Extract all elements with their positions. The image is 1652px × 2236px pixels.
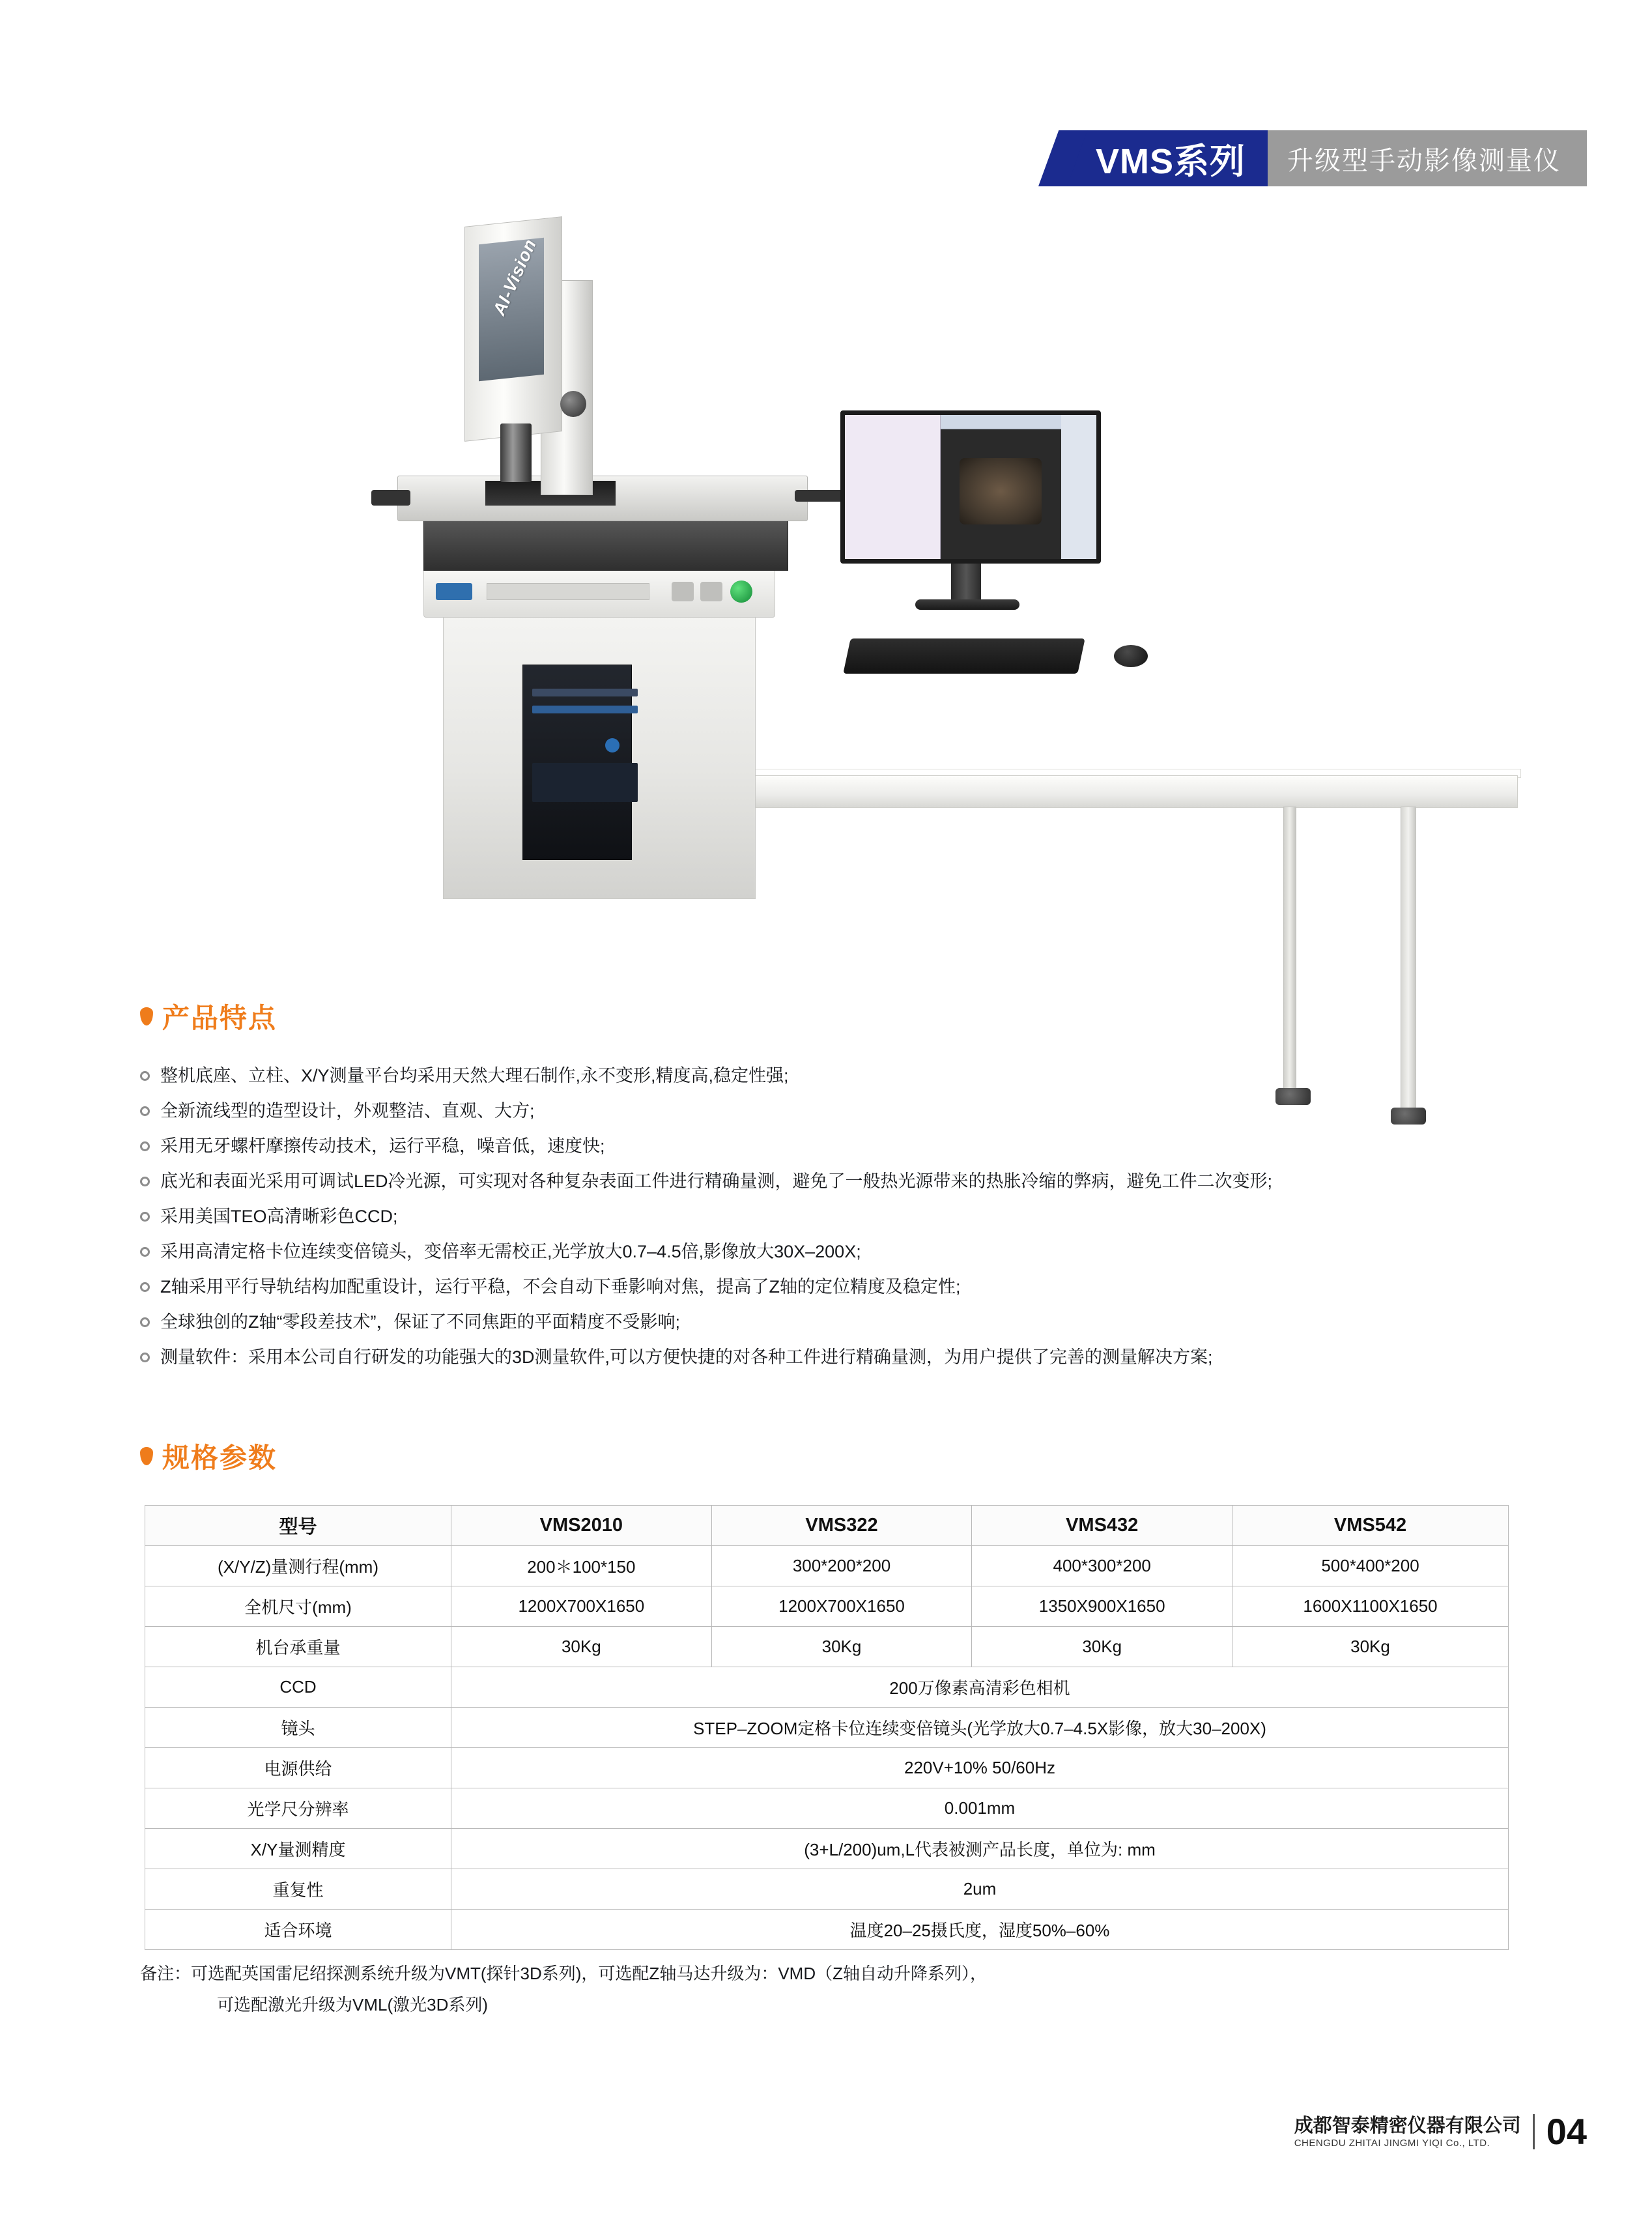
row-value: 1200X700X1650 <box>451 1586 712 1627</box>
panel-button-a[interactable] <box>672 582 694 601</box>
bullet-icon <box>140 1353 150 1362</box>
specs-section-title <box>140 1437 277 1476</box>
note-line-1: 备注：可选配英国雷尼绍探测系统升级为VMT(探针3D系列)，可选配Z轴马达升级为：VMD（Z轴自动升降系列）， <box>140 1964 987 1983</box>
row-label: 光学尺分辨率 <box>145 1788 451 1829</box>
keyboard[interactable] <box>843 638 1085 674</box>
table-row <box>145 1788 1509 1829</box>
bullet-icon <box>140 1177 150 1186</box>
row-value: 1350X900X1650 <box>972 1586 1232 1627</box>
software-toolbar <box>941 415 1061 429</box>
note-line-2: 可选配激光升级为VML(激光3D系列) <box>217 1995 489 2014</box>
specifications-table <box>145 1505 1509 1950</box>
page-banner <box>1067 130 1587 186</box>
table-row <box>145 1667 1509 1708</box>
column-header: VMS322 <box>711 1506 972 1546</box>
feature-text: 全球独创的Z轴“零段差技术”，保证了不同焦距的平面精度不受影响; <box>160 1312 680 1332</box>
table-row <box>145 1586 1509 1627</box>
row-label: 电源供给 <box>145 1748 451 1788</box>
list-item <box>140 1340 1521 1374</box>
feature-text: 整机底座、立柱、X/Y测量平台均采用天然大理石制作,永不变形,精度高,稳定性强; <box>160 1066 789 1085</box>
desk-leg-inner <box>1283 807 1296 1093</box>
row-value: 220V+10% 50/60Hz <box>451 1748 1509 1788</box>
list-item <box>140 1059 1521 1093</box>
row-value: 0.001mm <box>451 1788 1509 1829</box>
panel-logo <box>436 583 472 600</box>
row-label: 适合环境 <box>145 1910 451 1950</box>
list-item <box>140 1129 1521 1163</box>
stage-handle-right[interactable] <box>795 490 847 502</box>
features-list <box>140 1059 1521 1375</box>
company-name-cn: 成都智泰精密仪器有限公司 <box>1294 2115 1521 2136</box>
bullet-icon <box>140 1282 150 1292</box>
row-value: 30Kg <box>972 1627 1232 1667</box>
row-value: STEP–ZOOM定格卡位连续变倍镜头(光学放大0.7–4.5X影像，放大30–200X) <box>451 1708 1509 1748</box>
row-value: 温度20–25摄氏度，湿度50%–60% <box>451 1910 1509 1950</box>
list-item <box>140 1164 1521 1198</box>
row-value: 2um <box>451 1869 1509 1910</box>
row-label: 镜头 <box>145 1708 451 1748</box>
row-label: (X/Y/Z)量测行程(mm) <box>145 1546 451 1586</box>
machine-control-panel <box>423 567 775 618</box>
banner-subtitle: 升级型手动影像测量仪 <box>1268 130 1587 186</box>
list-item <box>140 1235 1521 1268</box>
granite-base <box>423 515 788 571</box>
panel-label-strip <box>487 583 649 600</box>
tower-drive-bay <box>532 689 638 696</box>
row-label: CCD <box>145 1667 451 1708</box>
monitor <box>840 410 1101 564</box>
feature-text: 测量软件：采用本公司自行研发的功能强大的3D测量软件,可以方便快捷的对各种工件进行精确量测，为用户提供了完善的测量解决方案; <box>160 1347 1213 1367</box>
row-value: 30Kg <box>1232 1627 1509 1667</box>
table-row <box>145 1546 1509 1586</box>
bullet-icon <box>140 1317 150 1327</box>
list-item <box>140 1199 1521 1233</box>
table-row <box>145 1627 1509 1667</box>
list-item <box>140 1270 1521 1304</box>
machine-brand-label: AI-Vision <box>489 236 541 319</box>
row-value: 200＊100*150 <box>451 1546 712 1586</box>
panel-button-b[interactable] <box>700 582 722 601</box>
feature-text: 采用无牙螺杆摩擦传动技术，运行平稳，噪音低，速度快; <box>160 1136 605 1156</box>
row-value: 500*400*200 <box>1232 1546 1509 1586</box>
page-footer <box>1294 2110 1587 2153</box>
row-label: 重复性 <box>145 1869 451 1910</box>
feature-text: 采用高清定格卡位连续变倍镜头，变倍率无需校正,光学放大0.7–4.5倍,影像放大30X–200X; <box>160 1242 861 1261</box>
table-row <box>145 1708 1509 1748</box>
tower-power-button[interactable] <box>605 738 620 752</box>
table-row <box>145 1910 1509 1950</box>
company-block <box>1294 2114 1521 2149</box>
software-sidebar <box>845 415 941 559</box>
features-section-title <box>140 997 277 1036</box>
zoom-lens <box>500 423 532 482</box>
bullet-icon <box>140 1212 150 1222</box>
monitor-stand <box>951 564 981 601</box>
computer-tower <box>522 665 632 860</box>
bullet-icon <box>140 1247 150 1257</box>
focus-knob[interactable] <box>560 391 586 417</box>
monitor-base <box>915 599 1019 610</box>
row-label: 全机尺寸(mm) <box>145 1586 451 1627</box>
features-title-text: 产品特点 <box>162 1003 278 1033</box>
table-header-row <box>145 1506 1509 1546</box>
row-label: X/Y量测精度 <box>145 1829 451 1869</box>
drop-icon <box>140 1007 153 1025</box>
table-row <box>145 1869 1509 1910</box>
list-item <box>140 1305 1521 1339</box>
row-value: 30Kg <box>711 1627 972 1667</box>
table-row <box>145 1829 1509 1869</box>
table-row <box>145 1748 1509 1788</box>
row-value: 400*300*200 <box>972 1546 1232 1586</box>
product-photo <box>345 195 1361 977</box>
tower-front-grill <box>532 763 638 802</box>
page-number: 04 <box>1546 2111 1587 2152</box>
software-right-panel <box>1061 415 1096 559</box>
monitor-screen <box>845 415 1096 559</box>
row-value: (3+L/200)um,L代表被测产品长度，单位为: mm <box>451 1829 1509 1869</box>
bullet-icon <box>140 1106 150 1116</box>
bullet-icon <box>140 1071 150 1081</box>
row-value: 300*200*200 <box>711 1546 972 1586</box>
list-item <box>140 1094 1521 1128</box>
row-value: 1600X1100X1650 <box>1232 1586 1509 1627</box>
row-label: 机台承重量 <box>145 1627 451 1667</box>
column-header: VMS542 <box>1232 1506 1509 1546</box>
specs-title-text: 规格参数 <box>162 1442 278 1473</box>
row-value: 200万像素高清彩色相机 <box>451 1667 1509 1708</box>
feature-text: 采用美国TEO高清晰彩色CCD; <box>160 1207 398 1226</box>
desk-surface <box>710 775 1518 808</box>
feature-text: Z轴采用平行导轨结构加配重设计，运行平稳，不会自动下垂影响对焦，提高了Z轴的定位精度及稳定性; <box>160 1277 961 1297</box>
row-value: 1200X700X1650 <box>711 1586 972 1627</box>
panel-power-indicator[interactable] <box>730 580 752 603</box>
bullet-icon <box>140 1141 150 1151</box>
row-value: 30Kg <box>451 1627 712 1667</box>
footer-divider <box>1533 2114 1535 2149</box>
mouse[interactable] <box>1114 645 1148 667</box>
column-header: 型号 <box>145 1506 451 1546</box>
column-header: VMS2010 <box>451 1506 712 1546</box>
tower-panel-strip <box>532 706 638 713</box>
feature-text: 底光和表面光采用可调试LED冷光源，可实现对各种复杂表面工件进行精确量测，避免了一般热光源带来的热胀冷缩的弊病，避免工件二次变形; <box>160 1171 1273 1191</box>
table-note <box>140 1958 987 2020</box>
feature-text: 全新流线型的造型设计，外观整洁、直观、大方; <box>160 1101 535 1121</box>
stage-handle-left[interactable] <box>371 490 410 506</box>
drop-icon <box>140 1447 153 1465</box>
measured-part-image <box>960 458 1042 524</box>
company-name-en: CHENGDU ZHITAI JINGMI YIQI Co., LTD. <box>1294 2138 1490 2149</box>
banner-series-title: VMS系列 <box>1067 130 1268 186</box>
column-header: VMS432 <box>972 1506 1232 1546</box>
software-viewport <box>941 415 1061 559</box>
